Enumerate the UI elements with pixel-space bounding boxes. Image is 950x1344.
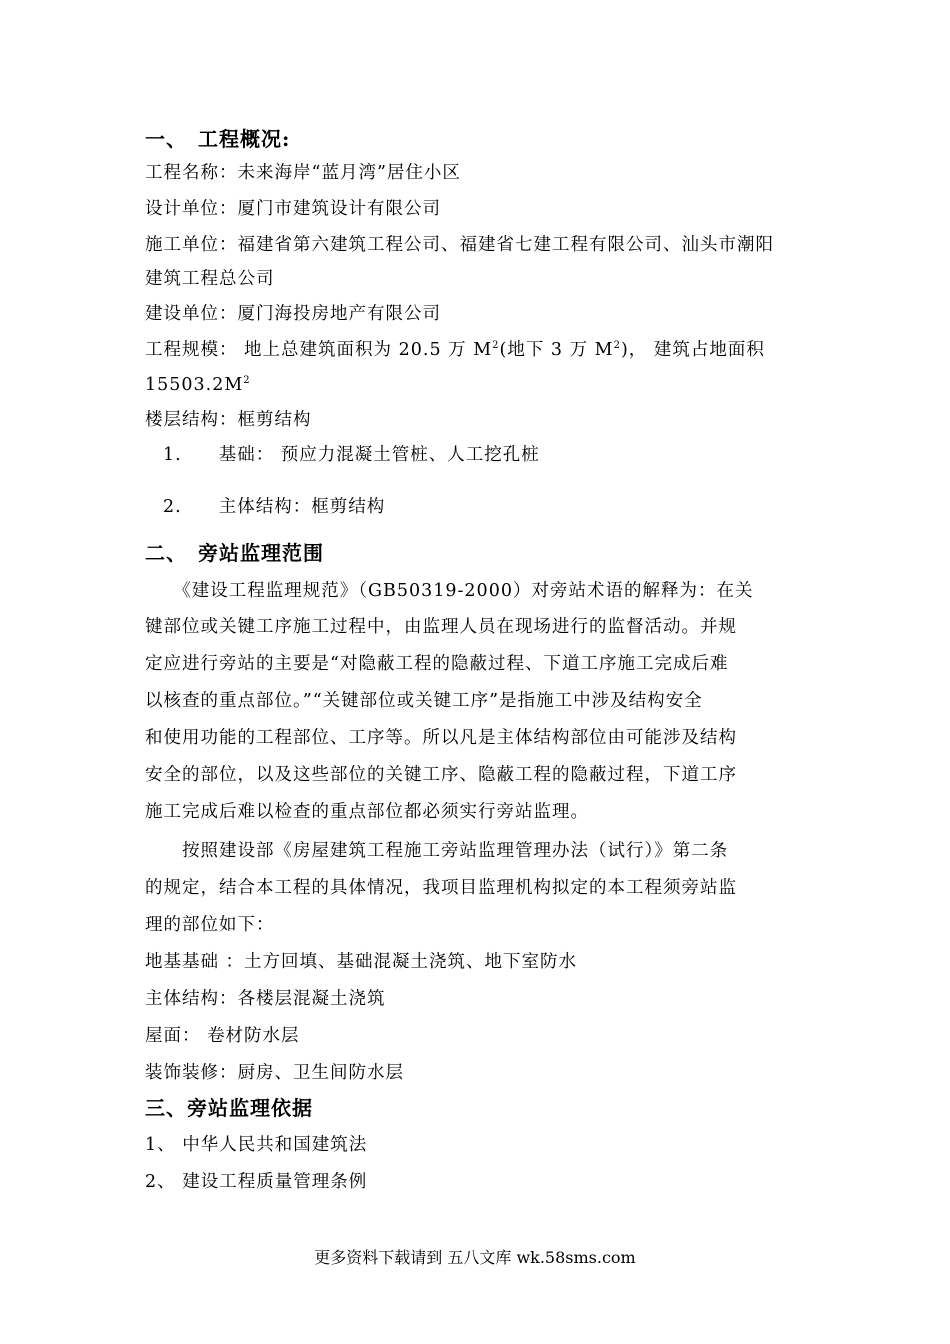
superscript-2: 2 (492, 340, 500, 352)
scale-text-b: (地下 3 万 M (499, 340, 614, 360)
scope-foundation: 地基基础 ：土方回填、基础混凝土浇筑、地下室防水 (145, 952, 578, 972)
project-scale-line2 (145, 373, 251, 397)
scope-p1-line6: 安全的部位，以及这些部位的关键工序、隐蔽工程的隐蔽过程，下道工序 (145, 765, 737, 785)
design-unit: 设计单位：厦门市建筑设计有限公司 (145, 199, 441, 219)
scale-text-c: )， 建筑占地面积 (620, 340, 765, 360)
construction-unit-line1: 施工单位：福建省第六建筑工程公司、福建省七建工程有限公司、汕头市潮阳 (145, 235, 774, 255)
scale-area: 15503.2M (145, 375, 244, 395)
owner-unit: 建设单位：厦门海投房地产有限公司 (145, 304, 441, 324)
project-scale-line1 (145, 338, 765, 362)
project-name: 工程名称：未来海岸“蓝月湾”居住小区 (145, 163, 461, 183)
scope-decoration: 装饰装修：厨房、卫生间防水层 (145, 1063, 404, 1083)
scope-p1-line3: 定应进行旁站的主要是“对隐蔽工程的隐蔽过程、下道工序施工完成后难 (145, 654, 729, 674)
list-item-1: 1. 基础： 预应力混凝土管桩、人工挖孔桩 (163, 445, 540, 465)
superscript-2: 2 (613, 340, 621, 352)
list-item-2: 2. 主体结构：框剪结构 (163, 497, 386, 517)
superscript-2: 2 (243, 375, 251, 387)
scope-p1-line7: 施工完成后难以检查的重点部位都必须实行旁站监理。 (145, 802, 589, 822)
scope-roof: 屋面： 卷材防水层 (145, 1026, 300, 1046)
floor-structure: 楼层结构：框剪结构 (145, 410, 312, 430)
scope-p1-line1: 《建设工程监理规范》（GB50319-2000）对旁站术语的解释为：在关 (145, 581, 754, 601)
section-1-title: 一、 工程概况: (145, 127, 291, 151)
scope-p2-line1: 按照建设部《房屋建筑工程施工旁站监理管理办法（试行）》第二条 (145, 841, 729, 861)
scale-text-a: 工程规模： 地上总建筑面积为 20.5 万 M (145, 340, 493, 360)
section-2-title: 二、 旁站监理范围 (145, 541, 324, 565)
construction-unit-line2: 建筑工程总公司 (145, 269, 275, 289)
page-footer: 更多资料下载请到 五八文库 wk.58sms.com (314, 1248, 636, 1267)
scope-p1-line5: 和使用功能的工程部位、工序等。所以凡是主体结构部位由可能涉及结构 (145, 728, 737, 748)
scope-main-structure: 主体结构：各楼层混凝土浇筑 (145, 989, 386, 1009)
scope-p1-line4: 以核查的重点部位。”“关键部位或关键工序”是指施工中涉及结构安全 (145, 691, 703, 711)
scope-p2-line2: 的规定，结合本工程的具体情况，我项目监理机构拟定的本工程须旁站监 (145, 878, 737, 898)
scope-p1-line2: 键部位或关键工序施工过程中，由监理人员在现场进行的监督活动。并规 (145, 617, 737, 637)
scope-p2-line3: 理的部位如下： (145, 915, 275, 935)
basis-item-2: 2、 建设工程质量管理条例 (145, 1172, 368, 1192)
basis-item-1: 1、 中华人民共和国建筑法 (145, 1135, 368, 1155)
section-3-title: 三、旁站监理依据 (145, 1096, 313, 1120)
